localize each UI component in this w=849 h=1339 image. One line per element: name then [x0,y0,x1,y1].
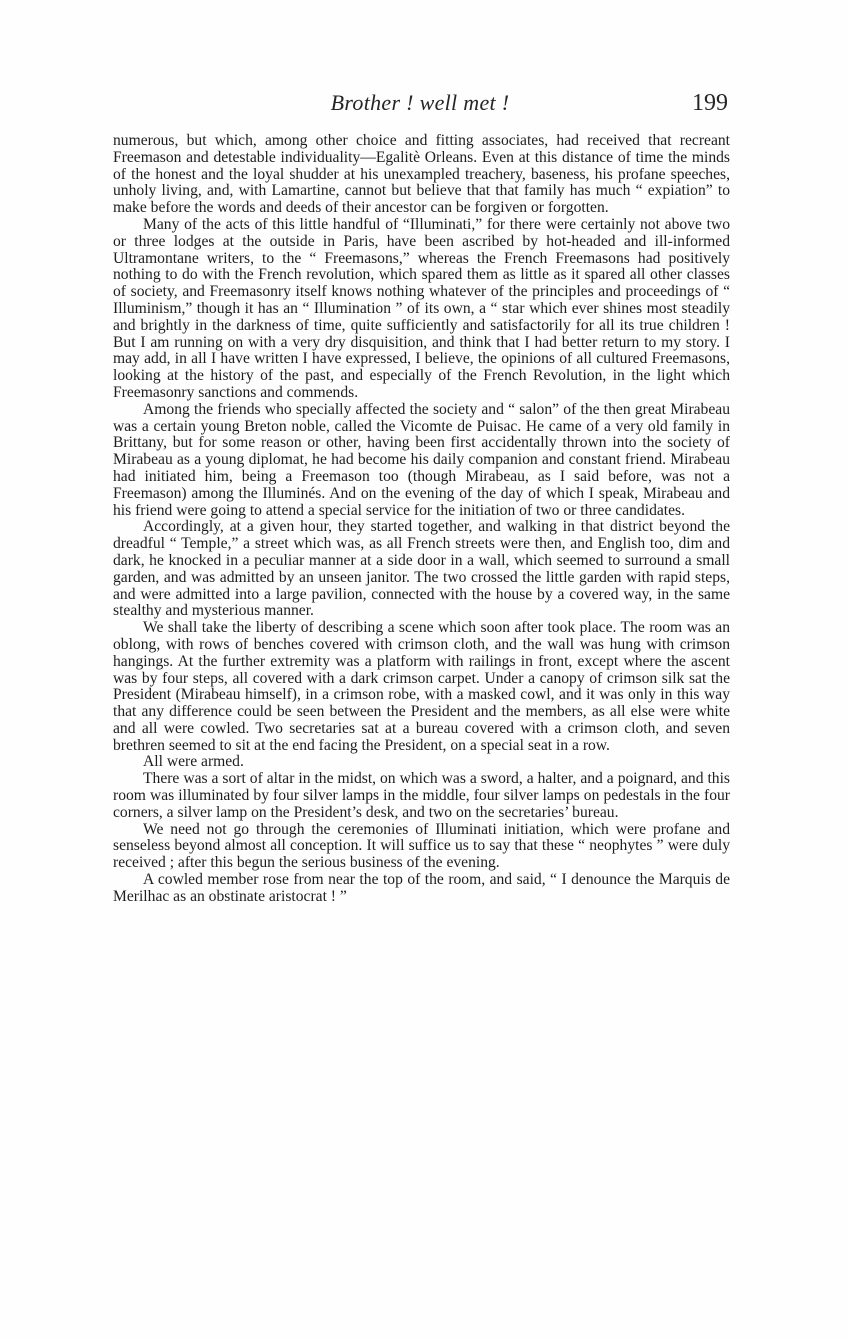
page-number: 199 [692,90,728,116]
paragraph: We shall take the liberty of describing a scene which soon after took place. The room was an oblong, with rows of benches covered with crimson cloth, and the wall was hung with crimson hangings. At the further extremity was a platform with railings in front, except where the ascent was by four steps, all covered with a dark crimson carpet. Under a canopy of crimson silk sat the President (Mirabeau himself), in a crimson robe, with a masked cowl, and it was only in this way that any difference could be seen between the President and the members, as all else were white and all were cowled. Two secretaries sat at a bureau covered with a crimson cloth, and seven brethren seemed to sit at the end facing the President, on a special seat in a row. [113,619,730,754]
paragraph: A cowled member rose from near the top of the room, and said, “ I denounce the Marquis de Merilhac as an obstinate aristocrat ! ” [113,871,730,905]
paragraph: Accordingly, at a given hour, they started together, and walking in that district beyond the dreadful “ Temple,” a street which was, as all French streets were then, and English too, dim and dark, he knocked in a peculiar manner at a side door in a wall, which seemed to surround a small garden, and was admitted by an unseen janitor. The two crossed the little garden with rapid steps, and were admitted into a large pavilion, connected with the house by a covered way, in the same stealthy and mysterious manner. [113,518,730,620]
paragraph: There was a sort of altar in the midst, on which was a sword, a halter, and a poignard, and this room was illuminated by four silver lamps in the middle, four silver lamps on pedestals in the four corners, a silver lamp on the President’s desk, and two on the secretaries’ bureau. [113,770,730,821]
paragraph: All were armed. [143,753,244,771]
paragraph: numerous, but which, among other choice and fitting associates, had received that recreant Freemason and detestable individuality—Egalitè Orleans. Even at this distance of time the minds of the honest and the loyal shudder at his unexampled treachery, baseness, his profane speeches, unholy living, and, with Lamartine, cannot but believe that that family has much “ expiation” to make before the words and deeds of their ancestor can be forgiven or forgotten. [113,132,730,217]
body-text [113,133,730,906]
page-header [112,90,728,126]
paragraph: Among the friends who specially affected the society and “ salon” of the then great Mirabeau was a certain young Breton noble, called the Vicomte de Puisac. He came of a very old family in Brittany, but for some reason or other, having been first accidentally thrown into the society of Mirabeau as a young diplomat, he had become his daily companion and constant friend. Mirabeau had initiated him, being a Freemason too (though Mirabeau, as I said before, was not a Freemason) among the Illuminés. And on the evening of the day of which I speak, Mirabeau and his friend were going to attend a special service for the initiation of two or three candidates. [113,400,730,519]
running-title: Brother ! well met ! [330,90,510,115]
paragraph: Many of the acts of this little handful of “Illuminati,” for there were certainly not above two or three lodges at the outside in Paris, have been ascribed by hot-headed and ill-informed Ultramontane writers, to the “ Freemasons,” whereas the French Freemasons had positively nothing to do with the French revolution, which spared them as little as it spared all other classes of society, and Freemasonry itself knows nothing whatever of the principles and proceedings of “ Illuminism,” though it has an “ Illumination ” of its own, a “ star which ever shines most steadily and brightly in the darkness of time, quite sufficiently and satisfactorily for all its true children ! But I am running on with a very dry disquisition, and think that I had better return to my story. I may add, in all I have written I have expressed, I believe, the opinions of all cultured Freemasons, looking at the history of the past, and especially of the French Revolution, in the light which Freemasonry sanctions and commends. [113,215,730,401]
paragraph: We need not go through the ceremonies of Illuminati initiation, which were profane and senseless beyond almost all conception. It will suffice us to say that these “ neophytes ” were duly received ; after this begun the serious business of the evening. [113,820,730,872]
